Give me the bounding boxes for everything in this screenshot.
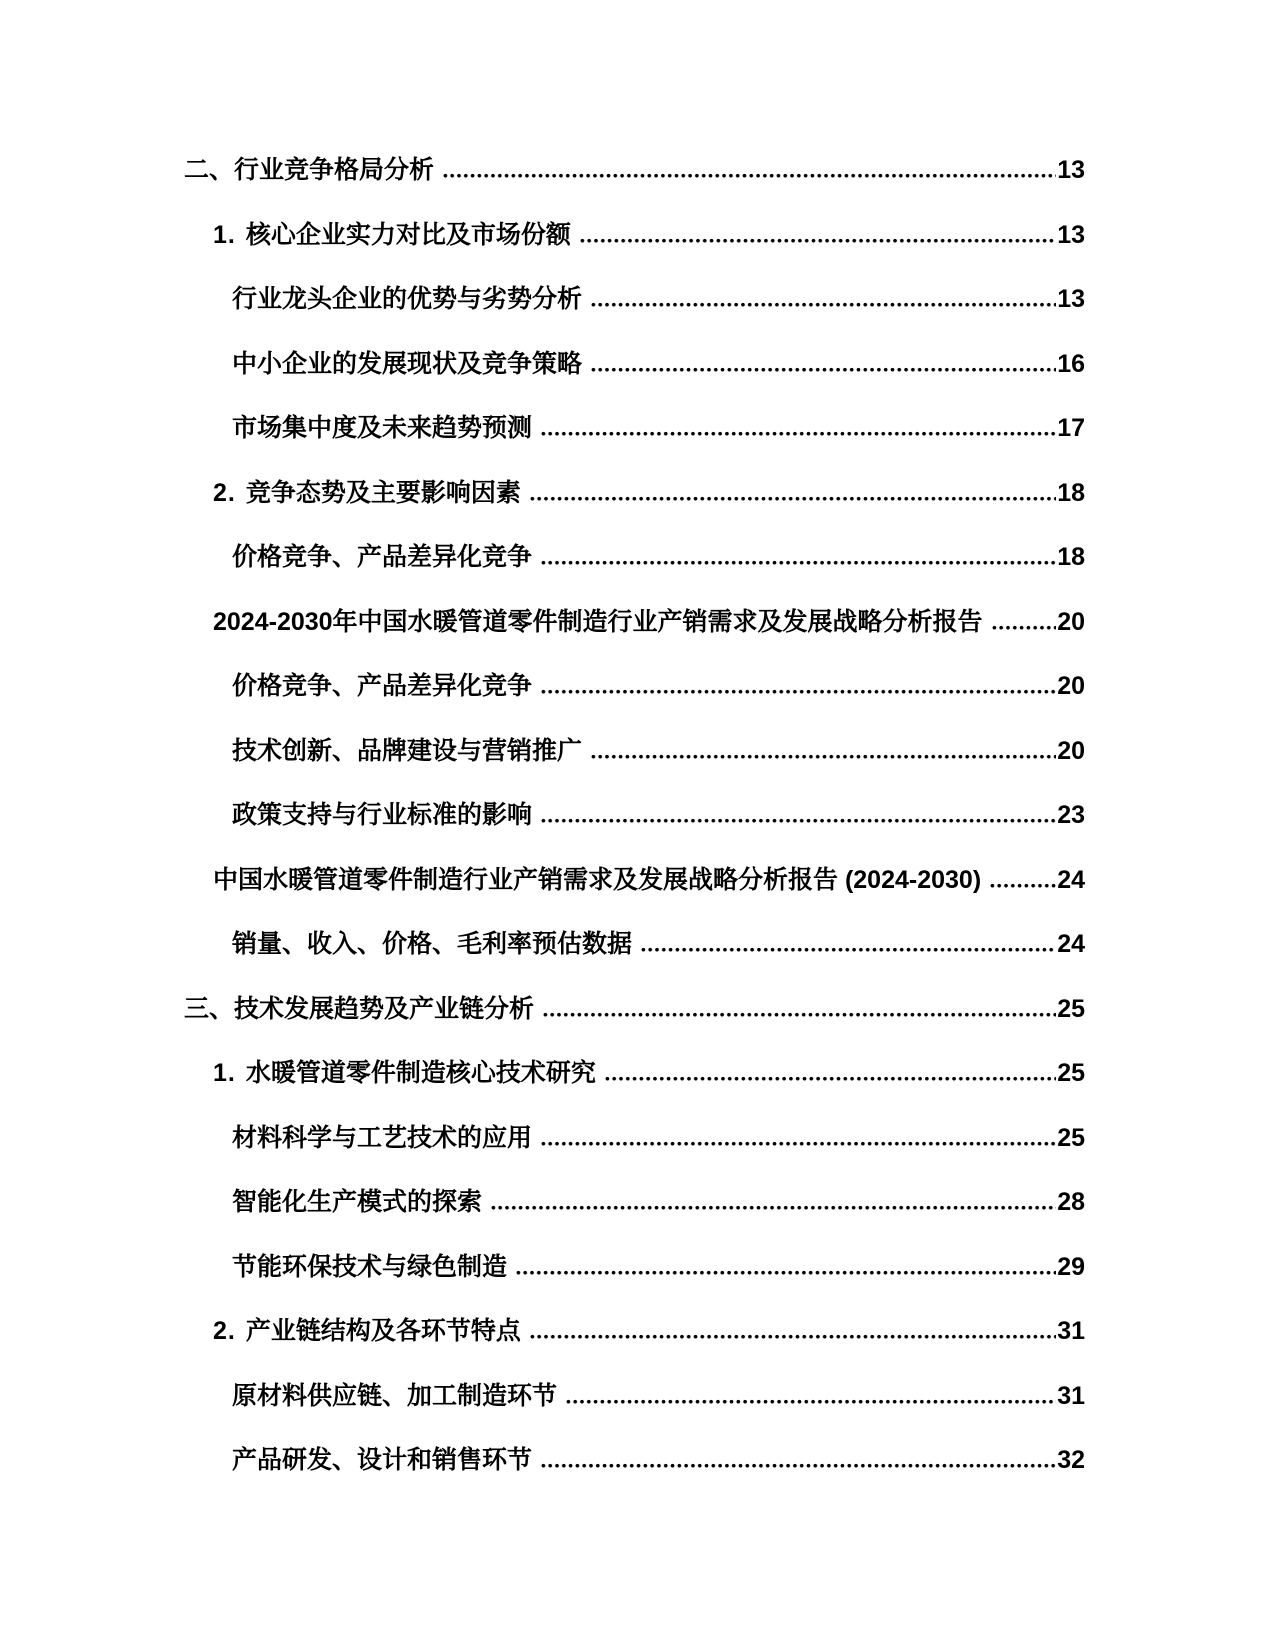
toc-entry-number: 1. <box>213 1059 236 1087</box>
toc-entry[interactable] <box>184 592 1085 657</box>
toc-entry-label: 市场集中度及未来趋势预测 <box>232 414 533 442</box>
toc-entry-number: 2. <box>213 478 236 507</box>
toc-entry[interactable] <box>184 463 1085 528</box>
toc-page-number: 20 <box>1057 672 1085 700</box>
toc-entry-label: 原材料供应链、加工制造环节 <box>232 1381 558 1410</box>
dot-leader <box>529 494 1056 501</box>
toc-page-number: 13 <box>1057 285 1085 313</box>
toc-entry-label: 竞争态势及主要影响因素 <box>245 478 521 507</box>
toc-page-number: 23 <box>1057 801 1085 829</box>
toc-entry-number: 2. <box>213 1317 236 1345</box>
toc-page-number: 18 <box>1057 478 1085 507</box>
toc-entry[interactable] <box>184 205 1085 270</box>
dot-leader <box>540 1139 1056 1146</box>
toc-entry-label: 产品研发、设计和销售环节 <box>232 1446 533 1474</box>
dot-leader <box>490 1203 1056 1210</box>
dot-leader <box>579 236 1056 243</box>
toc-entry-label: 技术创新、品牌建设与营销推广 <box>232 736 583 765</box>
toc-entry[interactable] <box>184 1237 1085 1302</box>
toc-entry[interactable] <box>184 914 1085 979</box>
toc-page-number: 18 <box>1057 543 1085 571</box>
toc-entry[interactable] <box>184 1301 1085 1366</box>
toc-entry[interactable] <box>184 785 1085 850</box>
dot-leader <box>991 623 1057 630</box>
toc-entry[interactable] <box>184 850 1085 915</box>
toc-entry[interactable] <box>184 656 1085 721</box>
dot-leader <box>540 816 1056 823</box>
toc-page-number: 29 <box>1057 1252 1085 1281</box>
toc-entry[interactable] <box>184 1108 1085 1173</box>
toc-entry[interactable] <box>184 527 1085 592</box>
dot-leader <box>590 752 1056 759</box>
table-of-contents <box>184 140 1085 1495</box>
toc-entry-label: 价格竞争、产品差异化竞争 <box>232 543 533 571</box>
toc-entry-label: 节能环保技术与绿色制造 <box>232 1252 508 1281</box>
toc-entry[interactable] <box>184 269 1085 334</box>
dot-leader <box>540 558 1056 565</box>
toc-entry-label: 价格竞争、产品差异化竞争 <box>232 672 533 700</box>
toc-entry-label: 三、技术发展趋势及产业链分析 <box>184 994 535 1023</box>
toc-entry-label: 2024-2030年中国水暖管道零件制造行业产销需求及发展战略分析报告 <box>213 607 983 636</box>
toc-page-number: 13 <box>1057 220 1085 249</box>
toc-page-number: 25 <box>1057 994 1085 1023</box>
dot-leader <box>540 687 1056 694</box>
toc-entry-label: 核心企业实力对比及市场份额 <box>245 220 571 249</box>
toc-entry[interactable] <box>184 721 1085 786</box>
toc-entry-label: 智能化生产模式的探索 <box>232 1188 483 1216</box>
dot-leader <box>604 1074 1056 1081</box>
toc-page-number: 32 <box>1057 1446 1085 1474</box>
dot-leader <box>590 300 1056 307</box>
dot-leader <box>565 1397 1056 1404</box>
toc-page-number: 31 <box>1057 1381 1085 1410</box>
toc-page-number: 28 <box>1057 1188 1085 1216</box>
toc-entry-label: 行业龙头企业的优势与劣势分析 <box>232 285 583 313</box>
toc-entry-label: 中国水暖管道零件制造行业产销需求及发展战略分析报告 (2024-2030) <box>213 865 982 894</box>
toc-entry[interactable] <box>184 398 1085 463</box>
toc-page-number: 20 <box>1057 736 1085 765</box>
toc-entry[interactable] <box>184 1366 1085 1431</box>
toc-page-number: 20 <box>1057 607 1085 636</box>
dot-leader <box>989 881 1056 888</box>
toc-page-number: 24 <box>1057 865 1085 894</box>
toc-entry[interactable] <box>184 140 1085 205</box>
toc-entry-label: 材料科学与工艺技术的应用 <box>232 1123 533 1152</box>
dot-leader <box>540 1461 1056 1468</box>
toc-entry-label: 中小企业的发展现状及竞争策略 <box>232 349 583 378</box>
toc-entry-label: 产业链结构及各环节特点 <box>245 1317 521 1345</box>
toc-page-number: 25 <box>1057 1059 1085 1087</box>
toc-entry-label: 销量、收入、价格、毛利率预估数据 <box>232 930 633 958</box>
toc-page-number: 24 <box>1057 930 1085 958</box>
toc-entry[interactable] <box>184 1172 1085 1237</box>
toc-page-number: 13 <box>1057 156 1085 184</box>
toc-entry-number: 1. <box>213 220 236 249</box>
dot-leader <box>529 1332 1056 1339</box>
toc-entry[interactable] <box>184 1043 1085 1108</box>
toc-entry[interactable] <box>184 1430 1085 1495</box>
toc-page-number: 16 <box>1057 349 1085 378</box>
dot-leader <box>640 945 1056 952</box>
dot-leader <box>540 429 1056 436</box>
toc-entry-label: 水暖管道零件制造核心技术研究 <box>245 1059 596 1087</box>
toc-page-number: 31 <box>1057 1317 1085 1345</box>
toc-entry-label: 政策支持与行业标准的影响 <box>232 801 533 829</box>
dot-leader <box>515 1268 1056 1275</box>
toc-page-number: 17 <box>1057 414 1085 442</box>
dot-leader <box>590 365 1056 372</box>
dot-leader <box>542 1010 1056 1017</box>
dot-leader <box>442 171 1056 178</box>
toc-page-number: 25 <box>1057 1123 1085 1152</box>
toc-entry[interactable] <box>184 334 1085 399</box>
toc-entry[interactable] <box>184 979 1085 1044</box>
toc-entry-label: 二、行业竞争格局分析 <box>184 156 435 184</box>
